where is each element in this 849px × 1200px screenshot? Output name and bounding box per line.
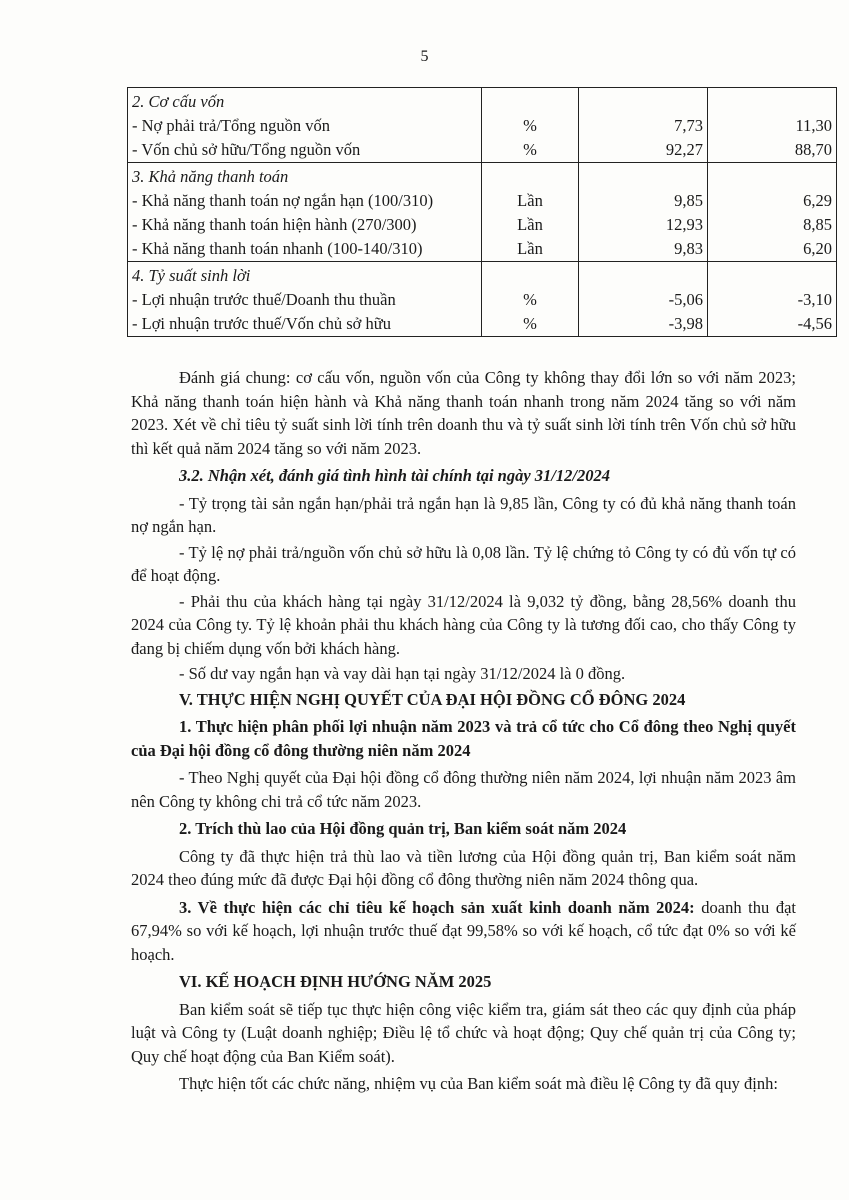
section-vi-body-2: Thực hiện tốt các chức năng, nhiệm vụ của Ban kiểm soát mà điều lệ Công ty đã quy định: (179, 1074, 778, 1093)
row-value-1: -5,06 (579, 288, 708, 312)
row-value-2: -3,10 (708, 288, 837, 312)
row-value-2: 6,29 (708, 189, 837, 213)
row-unit: % (482, 114, 579, 138)
table-row (128, 138, 837, 163)
table-group-title-row (128, 88, 837, 115)
row-label: - Lợi nhuận trước thuế/Doanh thu thuần (128, 288, 482, 312)
document-body (131, 366, 796, 1098)
general-assessment-paragraph: Đánh giá chung: cơ cấu vốn, nguồn vốn của Công ty không thay đổi lớn so với năm 2023; Khả năng thanh toán hiện hành và Khả năng thanh toán nhanh trong năm 2024 tăng so với năm 2023. Xét về chỉ tiêu tỷ suất sinh lời tính trên doanh thu và tỷ suất sinh lời tính trên Vốn chủ sở hữu thì kết quả năm 2024 tăng so với năm 2023. (131, 368, 796, 458)
table-row (128, 189, 837, 213)
section-v-3-body: doanh thu đạt 67,94% so với kế hoạch, lợi nhuận trước thuế đạt 99,58% so với kế hoạch, cổ tức đạt 0% so với kế hoạch. (131, 897, 796, 964)
row-value-1: 9,85 (579, 189, 708, 213)
page-number: 5 (420, 48, 429, 65)
section-v-3-paragraph (131, 896, 796, 967)
group-title: 3. Khả năng thanh toán (128, 163, 482, 190)
assessment-item-1: - Tỷ trọng tài sản ngắn hạn/phải trả ngắn hạn là 9,85 lần, Công ty có đủ khả năng thanh toán nợ ngắn hạn. (131, 493, 796, 536)
section-v-2-heading: 2. Trích thù lao của Hội đồng quản trị, Ban kiểm soát năm 2024 (179, 819, 627, 838)
section-v-1-body: - Theo Nghị quyết của Đại hội đồng cổ đông thường niên năm 2024, lợi nhuận năm 2023 âm nên Công ty không chi trả cổ tức năm 2023. (131, 768, 796, 811)
row-unit: % (482, 312, 579, 337)
row-label: - Khả năng thanh toán hiện hành (270/300) (128, 213, 482, 237)
section-v-3-heading: 3. Về thực hiện các chỉ tiêu kế hoạch sản xuất kinh doanh năm 2024: (179, 897, 695, 917)
row-value-1: 7,73 (579, 114, 708, 138)
assessment-item-2: - Tỷ lệ nợ phải trả/nguồn vốn chủ sở hữu là 0,08 lần. Tỷ lệ chứng tỏ Công ty có đủ vốn tự có để hoạt động. (131, 542, 796, 585)
row-value-1: 92,27 (579, 138, 708, 163)
section-v-2-body: Công ty đã thực hiện trả thù lao và tiền lương của Hội đồng quản trị, Ban kiểm soát năm 2024 theo đúng mức đã được Đại hội đồng cổ đông thường niên năm 2024 thông qua. (131, 846, 796, 889)
row-value-2: 6,20 (708, 237, 837, 262)
table-group-solvency (128, 163, 837, 262)
financial-ratios-table (127, 87, 837, 337)
table-group-title-row (128, 262, 837, 289)
table-row (128, 312, 837, 337)
row-label: - Vốn chủ sở hữu/Tổng nguồn vốn (128, 138, 482, 163)
row-label: - Lợi nhuận trước thuế/Vốn chủ sở hữu (128, 312, 482, 337)
row-unit: % (482, 288, 579, 312)
assessment-item-3: - Phải thu của khách hàng tại ngày 31/12/2024 là 9,032 tỷ đồng, bằng 28,56% doanh thu 2024 của Công ty. Tỷ lệ khoản phải thu khách hàng của Công ty là tương đối cao, cho thấy Công ty đang bị chiếm dụng vốn bởi khách hàng. (131, 591, 796, 658)
row-label: - Nợ phải trả/Tổng nguồn vốn (128, 114, 482, 138)
section-v-heading: V. THỰC HIỆN NGHỊ QUYẾT CỦA ĐẠI HỘI ĐỒNG CỔ ĐÔNG 2024 (179, 689, 686, 709)
section-v-1-heading: 1. Thực hiện phân phối lợi nhuận năm 2023 và trả cổ tức cho Cổ đông theo Nghị quyết của Đại hội đồng cổ đông thường niên năm 2024 (131, 717, 796, 760)
row-value-2: 11,30 (708, 114, 837, 138)
table-group-profitability (128, 262, 837, 337)
row-value-2: -4,56 (708, 312, 837, 337)
group-title: 4. Tỷ suất sinh lời (128, 262, 482, 289)
section-3-2-heading: 3.2. Nhận xét, đánh giá tình hình tài chính tại ngày 31/12/2024 (179, 466, 610, 485)
table-row (128, 288, 837, 312)
row-value-1: 12,93 (579, 213, 708, 237)
row-value-1: 9,83 (579, 237, 708, 262)
table-row (128, 114, 837, 138)
section-vi-heading: VI. KẾ HOẠCH ĐỊNH HƯỚNG NĂM 2025 (179, 972, 492, 991)
section-vi-body-1: Ban kiểm soát sẽ tiếp tục thực hiện công việc kiểm tra, giám sát theo các quy định của pháp luật và Công ty (Luật doanh nghiệp; Điều lệ tổ chức và hoạt động; Quy chế quản trị của Công ty; Quy chế hoạt động của Ban Kiểm soát). (131, 999, 796, 1066)
row-value-1: -3,98 (579, 312, 708, 337)
table-group-title-row (128, 163, 837, 190)
row-label: - Khả năng thanh toán nhanh (100-140/310) (128, 237, 482, 262)
row-unit: % (482, 138, 579, 163)
assessment-item-4: - Số dư vay ngắn hạn và vay dài hạn tại ngày 31/12/2024 là 0 đồng. (179, 664, 626, 683)
table-group-capital-structure (128, 88, 837, 163)
row-label: - Khả năng thanh toán nợ ngắn hạn (100/310) (128, 189, 482, 213)
row-unit: Lần (482, 189, 579, 213)
table-row (128, 213, 837, 237)
row-value-2: 8,85 (708, 213, 837, 237)
group-title: 2. Cơ cấu vốn (128, 88, 482, 115)
table-row (128, 237, 837, 262)
row-value-2: 88,70 (708, 138, 837, 163)
row-unit: Lần (482, 213, 579, 237)
row-unit: Lần (482, 237, 579, 262)
